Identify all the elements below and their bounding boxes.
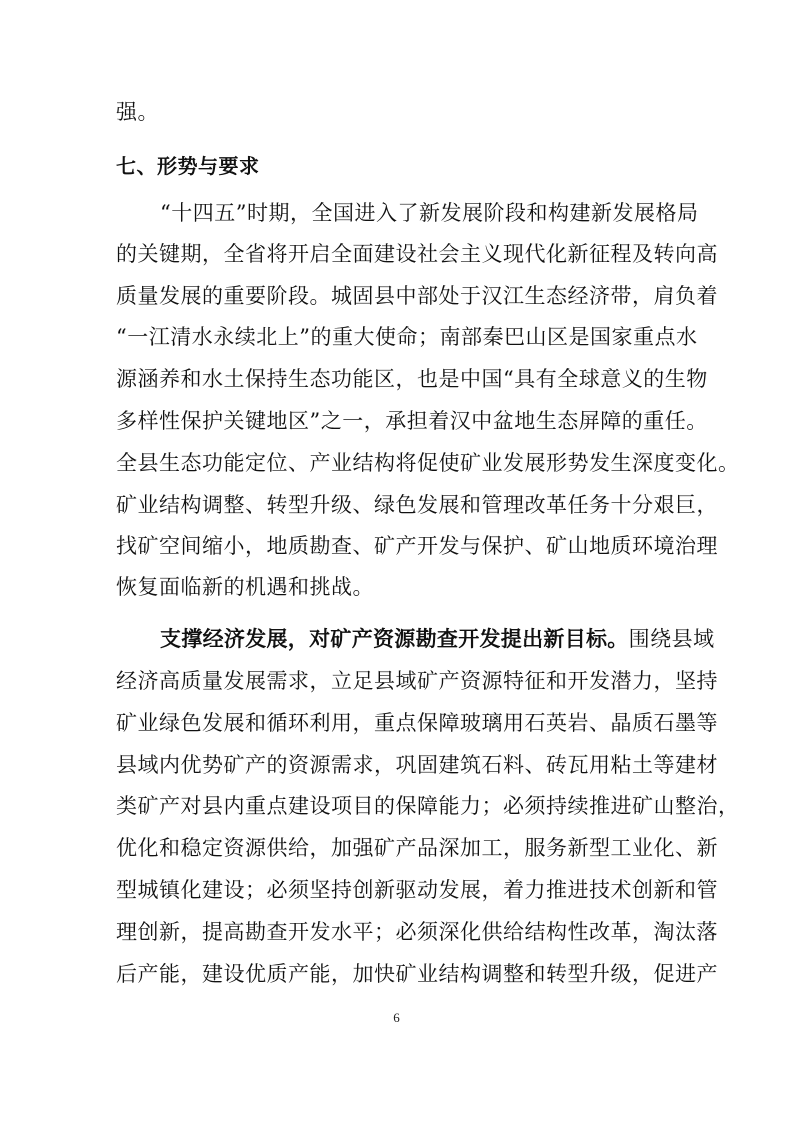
page-number: 6 xyxy=(393,1010,400,1025)
paragraph-line: 后产能，建设优质产能，加快矿业结构调整和转型升级，促进产 xyxy=(116,962,718,986)
paragraph-line: 质量发展的重要阶段。城固县中部处于汉江生态经济带，肩负着 xyxy=(116,284,718,308)
carryover-line: 强。 xyxy=(116,100,159,124)
paragraph-line: 找矿空间缩小，地质勘查、矿产开发与保护、矿山地质环境治理 xyxy=(116,534,718,558)
paragraph-line: 多样性保护关键地区”之一，承担着汉中盆地生态屏障的重任。 xyxy=(116,409,708,433)
paragraph-line: 型城镇化建设；必须坚持创新驱动发展，着力推进技术创新和管 xyxy=(116,878,718,902)
paragraph-line: “一江清水永续北上”的重大使命；南部秦巴山区是国家重点水 xyxy=(116,325,698,349)
first-line-rest: 围绕县域 xyxy=(628,627,715,651)
paragraph-line: 理创新，提高勘查开发水平；必须深化供给结构性改革，淘汰落 xyxy=(116,920,718,944)
paragraph-line: “十四五”时期，全国进入了新发展阶段和构建新发展格局 xyxy=(160,201,699,225)
bold-lead-sentence: 支撑经济发展，对矿产资源勘查开发提出新目标。 xyxy=(160,627,629,651)
paragraph-line: 优化和稳定资源供给，加强矿产品深加工，服务新型工业化、新 xyxy=(116,836,718,860)
paragraph-line: 类矿产对县内重点建设项目的保障能力；必须持续推进矿山整治， xyxy=(116,794,740,818)
paragraph-line: 矿业结构调整、转型升级、绿色发展和管理改革任务十分艰巨， xyxy=(116,493,718,517)
paragraph-line: 源涵养和水土保持生态功能区，也是中国“具有全球意义的生物 xyxy=(116,367,708,391)
paragraph-line: 县域内优势矿产的资源需求，巩固建筑石料、砖瓦用粘土等建材 xyxy=(116,753,718,777)
paragraph-line: 的关键期，全省将开启全面建设社会主义现代化新征程及转向高 xyxy=(116,242,718,266)
paragraph-line: 全县生态功能定位、产业结构将促使矿业发展形势发生深度变化。 xyxy=(116,451,740,475)
paragraph-line: 经济高质量发展需求，立足县域矿产资源特征和开发潜力，坚持 xyxy=(116,669,718,693)
section-heading: 七、形势与要求 xyxy=(116,154,260,178)
paragraph-line: 恢复面临新的机遇和挑战。 xyxy=(116,575,374,599)
paragraph-line: 矿业绿色发展和循环利用，重点保障玻璃用石英岩、晶质石墨等 xyxy=(116,711,718,735)
paragraph-first-line xyxy=(160,625,715,653)
